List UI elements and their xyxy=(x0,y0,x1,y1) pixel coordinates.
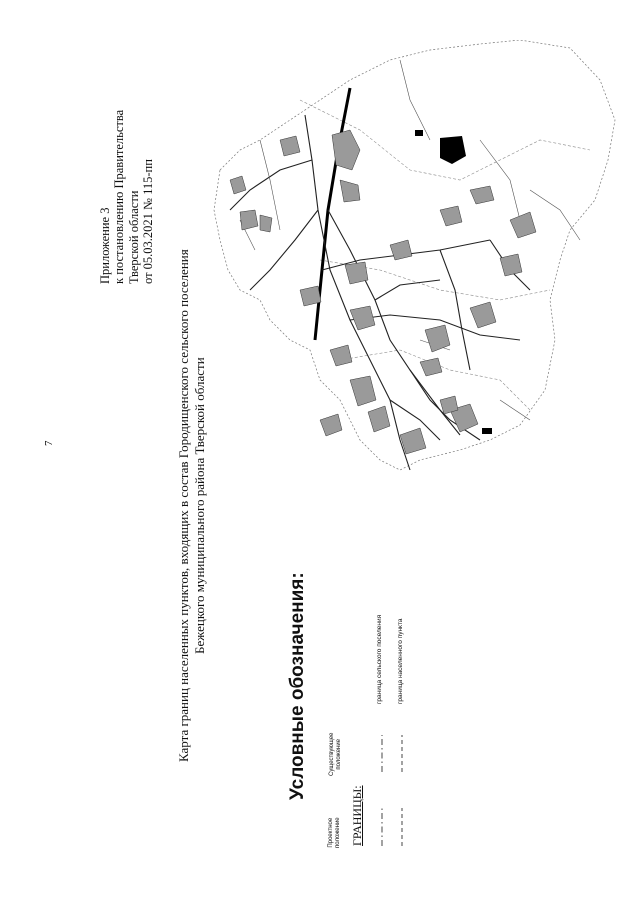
annex-line-3: Тверской области xyxy=(126,190,141,284)
settlement xyxy=(332,130,360,170)
black-area-small xyxy=(482,428,492,434)
page-number: 7 xyxy=(43,440,55,446)
legend-group-heading: ГРАНИЦЫ: xyxy=(350,785,364,846)
map-title-line-2: Бежецкого муниципального района Тверской области xyxy=(192,357,208,654)
settlement-map xyxy=(200,40,620,480)
black-area-large xyxy=(440,136,466,164)
legend-header-projected: Проектное положение xyxy=(328,817,341,848)
annex-line-2: к постановлению Правительства xyxy=(112,109,127,284)
settlement xyxy=(368,406,390,432)
legend-title: Условные обозначения: xyxy=(287,572,308,800)
settlement xyxy=(500,254,522,276)
legend-header-existing: Существующее положение xyxy=(329,732,342,776)
settlement xyxy=(280,136,300,156)
black-area-small xyxy=(415,130,423,136)
settlement xyxy=(345,262,368,284)
settlement xyxy=(510,212,536,238)
settlement xyxy=(470,302,496,328)
legend-label-settlement-boundary: граница сельского поселения xyxy=(376,614,383,704)
minor-roads xyxy=(240,60,580,420)
map-title-line-1: Карта границ населенных пунктов, входящих в состав Городищенского сельского поселения xyxy=(176,249,191,762)
settlement xyxy=(320,414,342,436)
settlement xyxy=(350,376,376,406)
settlement xyxy=(230,176,246,194)
annex-line-4: от 05.03.2021 № 115-пп xyxy=(141,159,156,284)
settlement xyxy=(470,186,494,204)
annex-line-1: Приложение 3 xyxy=(98,207,112,284)
district-boundary xyxy=(214,40,615,470)
settlements xyxy=(230,130,536,454)
legend-label-place-boundary: граница населенного пункта xyxy=(397,618,404,704)
settlement xyxy=(425,325,450,352)
settlement xyxy=(440,206,462,226)
settlement xyxy=(390,240,412,260)
settlement xyxy=(420,358,442,376)
annex-note xyxy=(98,110,156,284)
settlement xyxy=(240,210,258,230)
settlement xyxy=(330,345,352,366)
settlement xyxy=(340,180,360,202)
settlement xyxy=(260,215,272,232)
